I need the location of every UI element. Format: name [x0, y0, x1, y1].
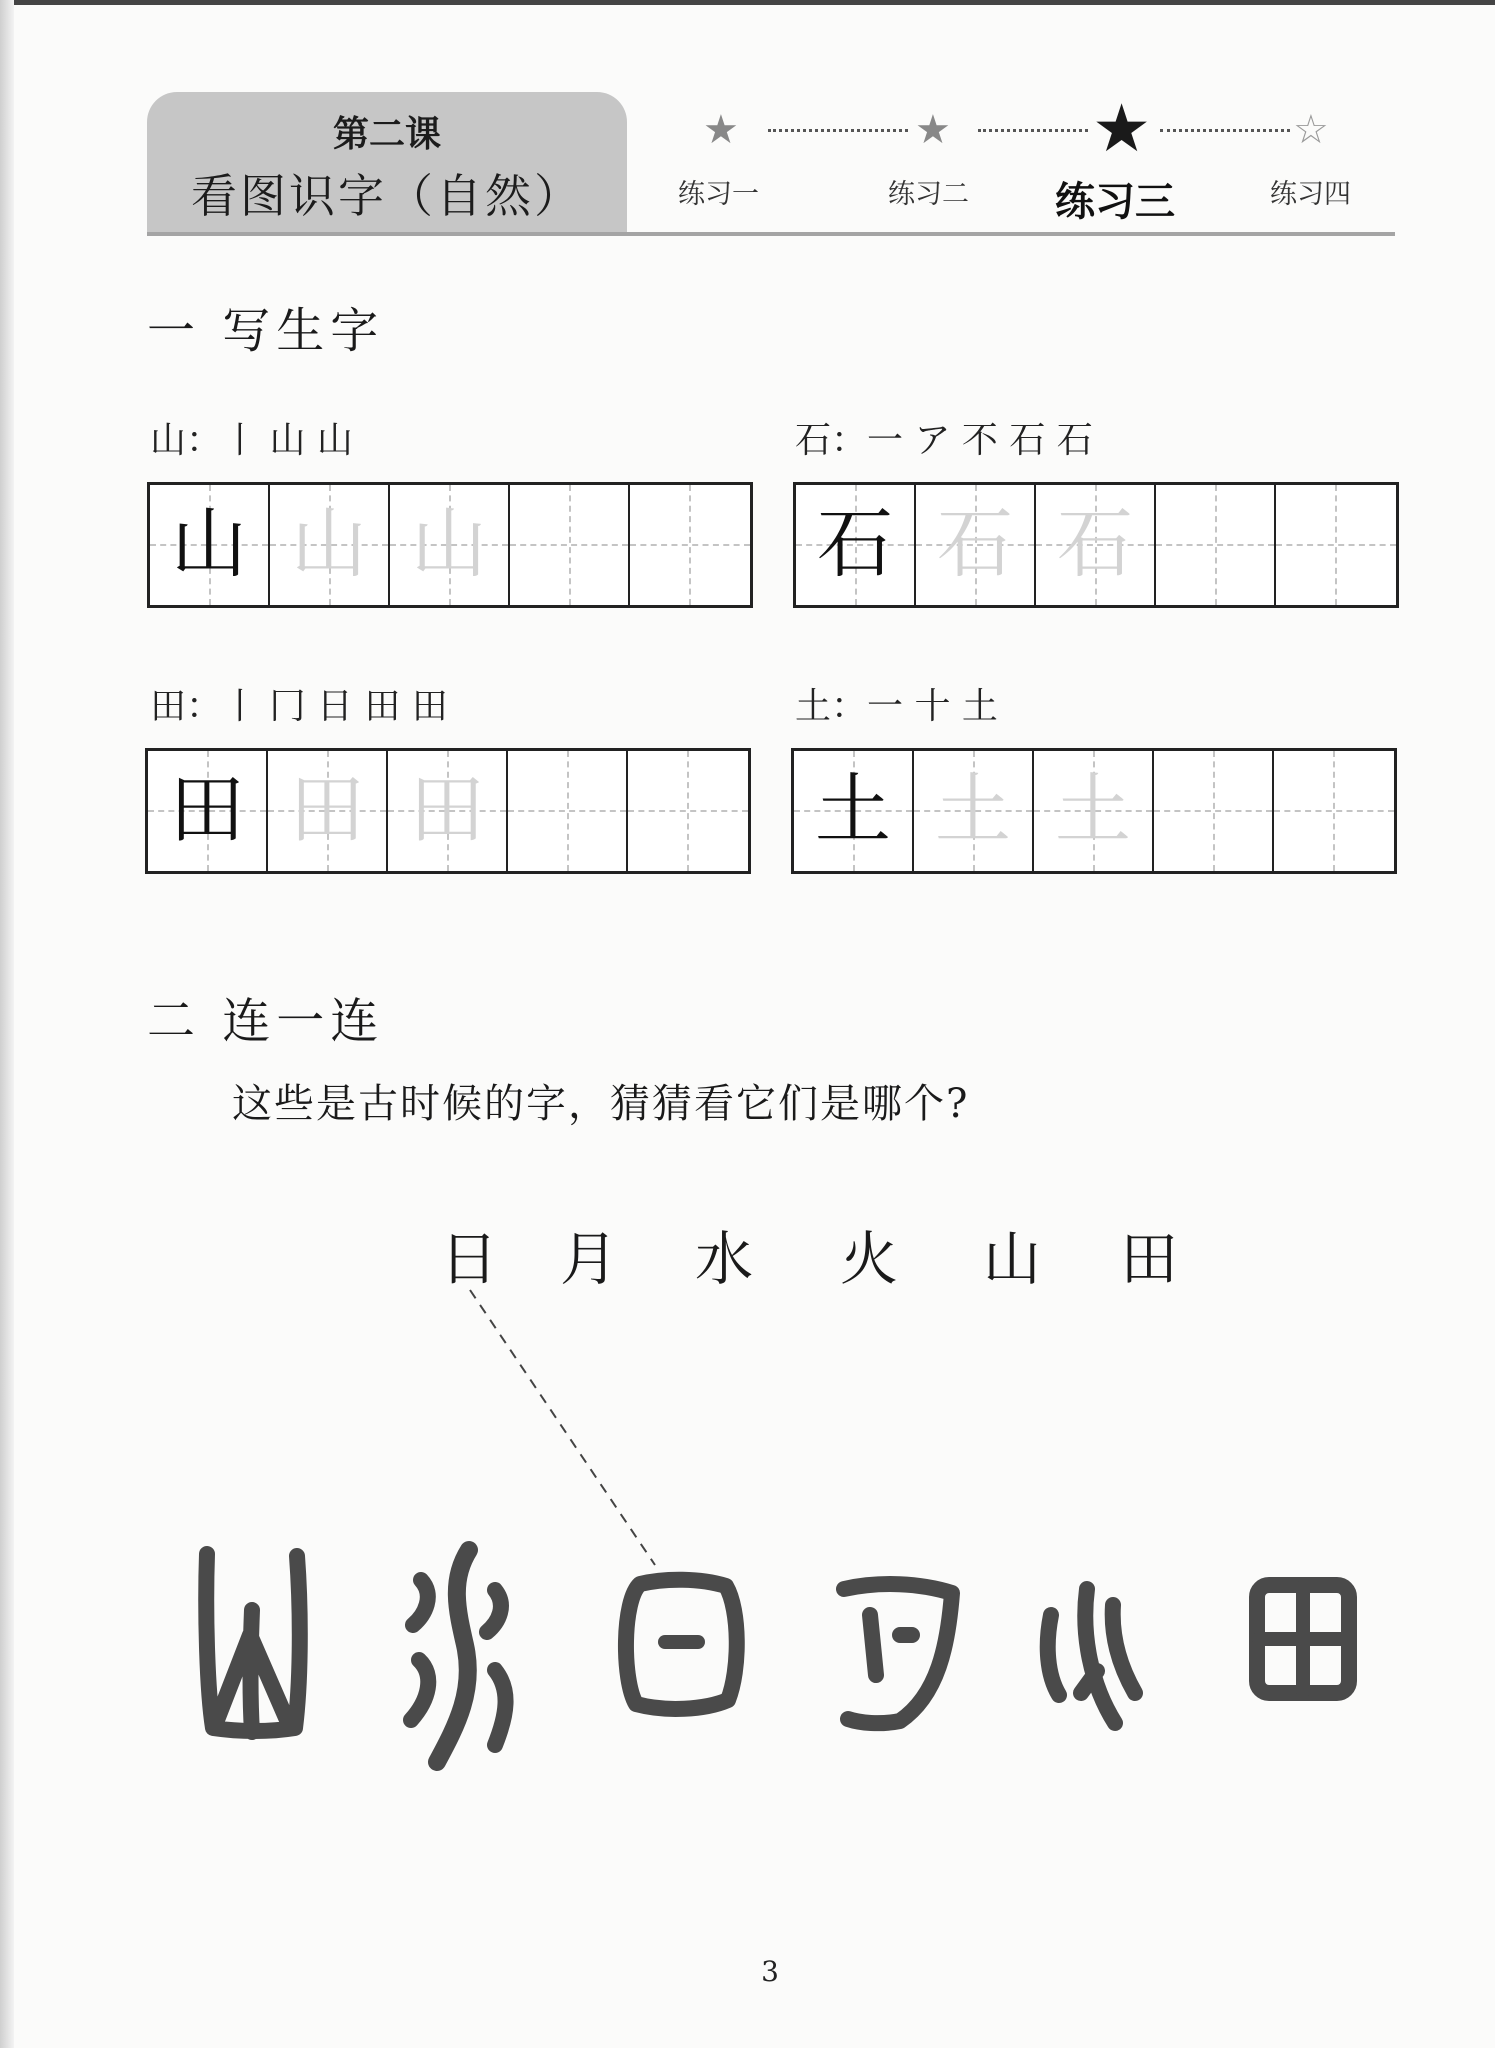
trace-character: 田: [409, 765, 485, 854]
section-title-match: 二 连一连: [147, 993, 385, 1049]
ancient-water-glyph[interactable]: [395, 1540, 525, 1780]
grid-cell: [914, 751, 1034, 871]
star-icon: ★: [915, 107, 951, 153]
modern-char-ri[interactable]: 日: [440, 1225, 499, 1293]
ancient-sun-glyph[interactable]: [610, 1570, 750, 1720]
modern-char-shui[interactable]: 水: [695, 1225, 754, 1293]
match-instruction: 这些是古时候的字，猜猜看它们是哪个?: [232, 1081, 970, 1127]
exercise-label-4: 练习四: [1270, 179, 1351, 210]
outline-star-icon: ☆: [1293, 107, 1329, 153]
trace-character: 山: [291, 499, 367, 588]
trace-character: 石: [1057, 499, 1133, 588]
grid-cell: [268, 751, 388, 871]
model-character: 土: [815, 765, 891, 854]
grid-cell: [1036, 485, 1156, 605]
exercise-label-1: 练习一: [678, 179, 759, 210]
modern-char-shan[interactable]: 山: [983, 1225, 1042, 1293]
trace-character: 山: [411, 499, 487, 588]
ancient-moon-glyph[interactable]: [830, 1575, 970, 1735]
exercise-label-current: 练习三: [1055, 178, 1175, 225]
grid-cell: [1034, 751, 1154, 871]
grid-cell: [390, 485, 510, 605]
ancient-mountain-glyph[interactable]: [195, 1540, 310, 1750]
trace-character: 土: [1055, 765, 1131, 854]
star-icon: ★: [703, 107, 739, 153]
grid-cell: [796, 485, 916, 605]
stroke-order-label: 石：一 ア 不 石 石: [795, 420, 1093, 461]
modern-char-tian[interactable]: 田: [1120, 1225, 1179, 1293]
section-title-write: 一 写生字: [147, 303, 385, 359]
grid-cell: [916, 485, 1036, 605]
modern-char-huo[interactable]: 火: [840, 1225, 899, 1293]
grid-cell: [148, 751, 268, 871]
modern-char-yue[interactable]: 月: [560, 1225, 619, 1293]
trace-character: 土: [935, 765, 1011, 854]
ancient-field-glyph[interactable]: [1245, 1575, 1360, 1705]
grid-cell: [270, 485, 390, 605]
model-character: 田: [169, 765, 245, 854]
trace-character: 石: [937, 499, 1013, 588]
trace-character: 田: [289, 765, 365, 854]
stroke-order-label: 山：丨 山 山: [150, 420, 353, 461]
grid-cell: [794, 751, 914, 871]
page-number: 3: [761, 1955, 779, 1988]
stroke-order-label: 土：一 十 土: [795, 686, 998, 727]
lesson-title: 看图识字（自然）: [191, 169, 583, 223]
model-character: 石: [817, 499, 893, 588]
ancient-fire-glyph[interactable]: [1035, 1575, 1155, 1735]
lesson-number: 第二课: [332, 113, 441, 155]
model-character: 山: [171, 499, 247, 588]
grid-cell: [388, 751, 508, 871]
exercise-label-2: 练习二: [888, 179, 969, 210]
current-star-icon: ★: [1092, 90, 1152, 167]
stroke-order-label: 田：丨 冂 日 田 田: [150, 686, 448, 727]
grid-cell: [150, 485, 270, 605]
